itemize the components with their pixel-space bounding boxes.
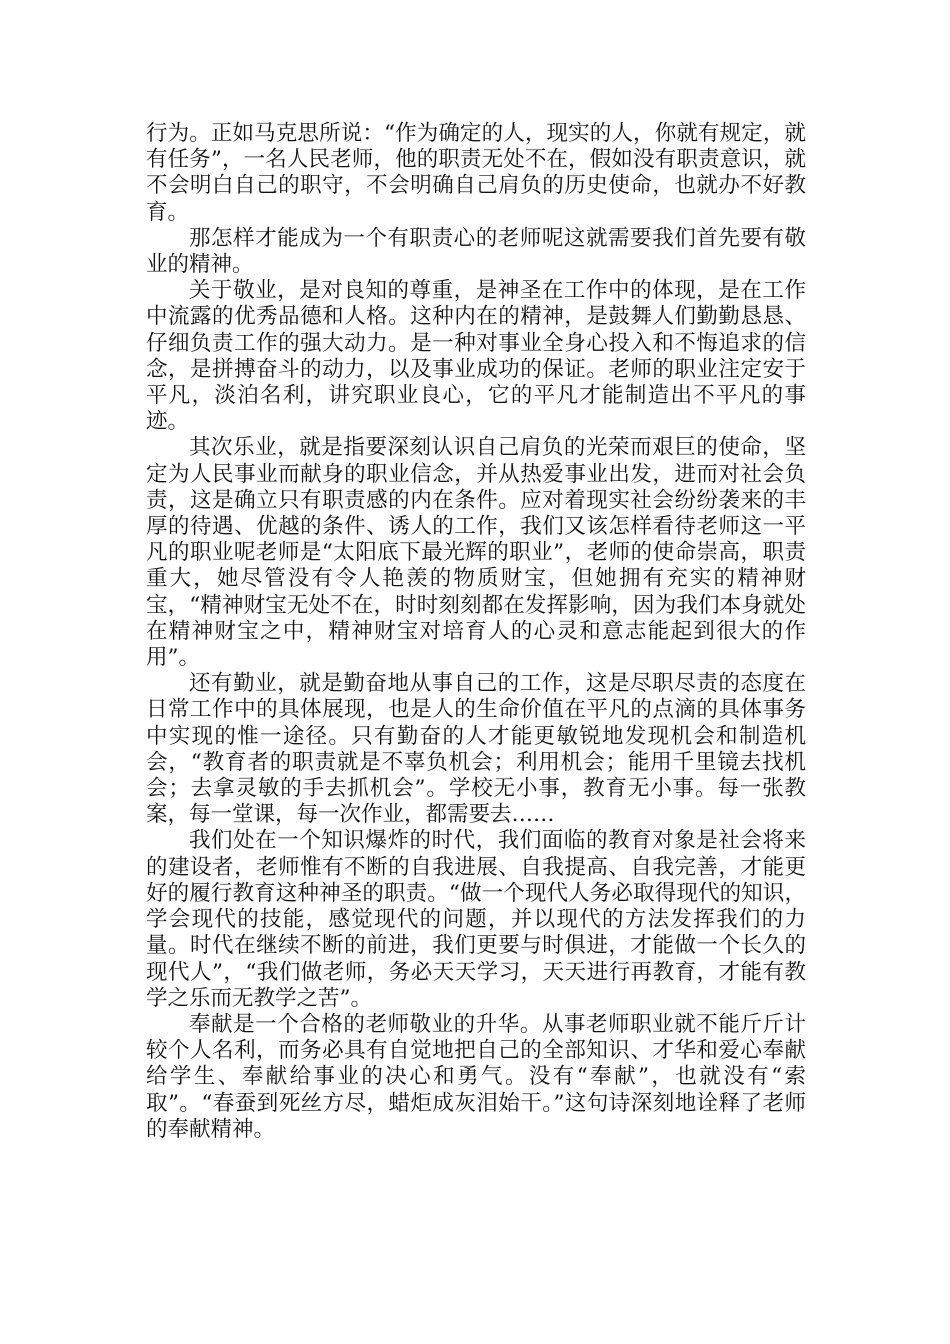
paragraph-7: 奉献是一个合格的老师敬业的升华。从事老师职业就不能斤斤计较个人名利，而务必具有自觉地把自己的全部知识、才华和爱心奉献给学生、奉献给事业的决心和勇气。没有“奉献”，也就没有“索取”。“春蚕到死丝方尽，蜡炬成灰泪始干。”这句诗深刻地诠释了老师的奉献精神。 [146,1011,806,1142]
paragraph-3: 关于敬业，是对良知的尊重，是神圣在工作中的体现，是在工作中流露的优秀品德和人格。这种内在的精神，是鼓舞人们勤勤恳恳、仔细负责工作的强大动力。是一种对事业全身心投入和不悔追求的信念，是拼搏奋斗的动力，以及事业成功的保证。老师的职业注定安于平凡，淡泊名利，讲究职业良心，它的平凡才能制造出不平凡的事迹。 [146,278,806,435]
paragraph-4: 其次乐业，就是指要深刻认识自己肩负的光荣而艰巨的使命，坚定为人民事业而献身的职业信念，并从热爱事业出发，进而对社会负责，这是确立只有职责感的内在条件。应对着现实社会纷纷袭来的丰厚的待遇、优越的条件、诱人的工作，我们又该怎样看待老师这一平凡的职业呢老师是“太阳底下最光辉的职业”，老师的使命崇高，职责重大，她尽管没有令人艳羡的物质财宝，但她拥有充实的精神财宝，“精神财宝无处不在，时时刻刻都在发挥影响，因为我们本身就处在精神财宝之中，精神财宝对培育人的心灵和意志能起到很大的作用”。 [146,435,806,671]
paragraph-6: 我们处在一个知识爆炸的时代，我们面临的教育对象是社会将来的建设者，老师惟有不断的自我进展、自我提高、自我完善，才能更好的履行教育这种神圣的职责。“做一个现代人务必取得现代的知识，学会现代的技能，感觉现代的问题，并以现代的方法发挥我们的力量。时代在继续不断的前进，我们更要与时俱进，才能做一个长久的现代人”，“我们做老师，务必天天学习，天天进行再教育，才能有教学之乐而无教学之苦”。 [146,828,806,1011]
paragraph-1: 行为。正如马克思所说：“作为确定的人，现实的人，你就有规定，就有任务”，一名人民老师，他的职责无处不在，假如没有职责意识，就不会明白自己的职守，不会明确自己肩负的历史使命，也就办不好教育。 [146,121,806,225]
paragraph-5: 还有勤业，就是勤奋地从事自己的工作，这是尽职尽责的态度在日常工作中的具体展现，也是人的生命价值在平凡的点滴的具体事务中实现的惟一途径。只有勤奋的人才能更敏锐地发现机会和制造机会，“教育者的职责就是不辜负机会；利用机会；能用千里镜去找机会；去拿灵敏的手去抓机会”。学校无小事，教育无小事。每一张教案，每一堂课，每一次作业，都需要去…… [146,671,806,828]
document-body [146,121,806,1143]
paragraph-2: 那怎样才能成为一个有职责心的老师呢这就需要我们首先要有敬业的精神。 [146,225,806,278]
